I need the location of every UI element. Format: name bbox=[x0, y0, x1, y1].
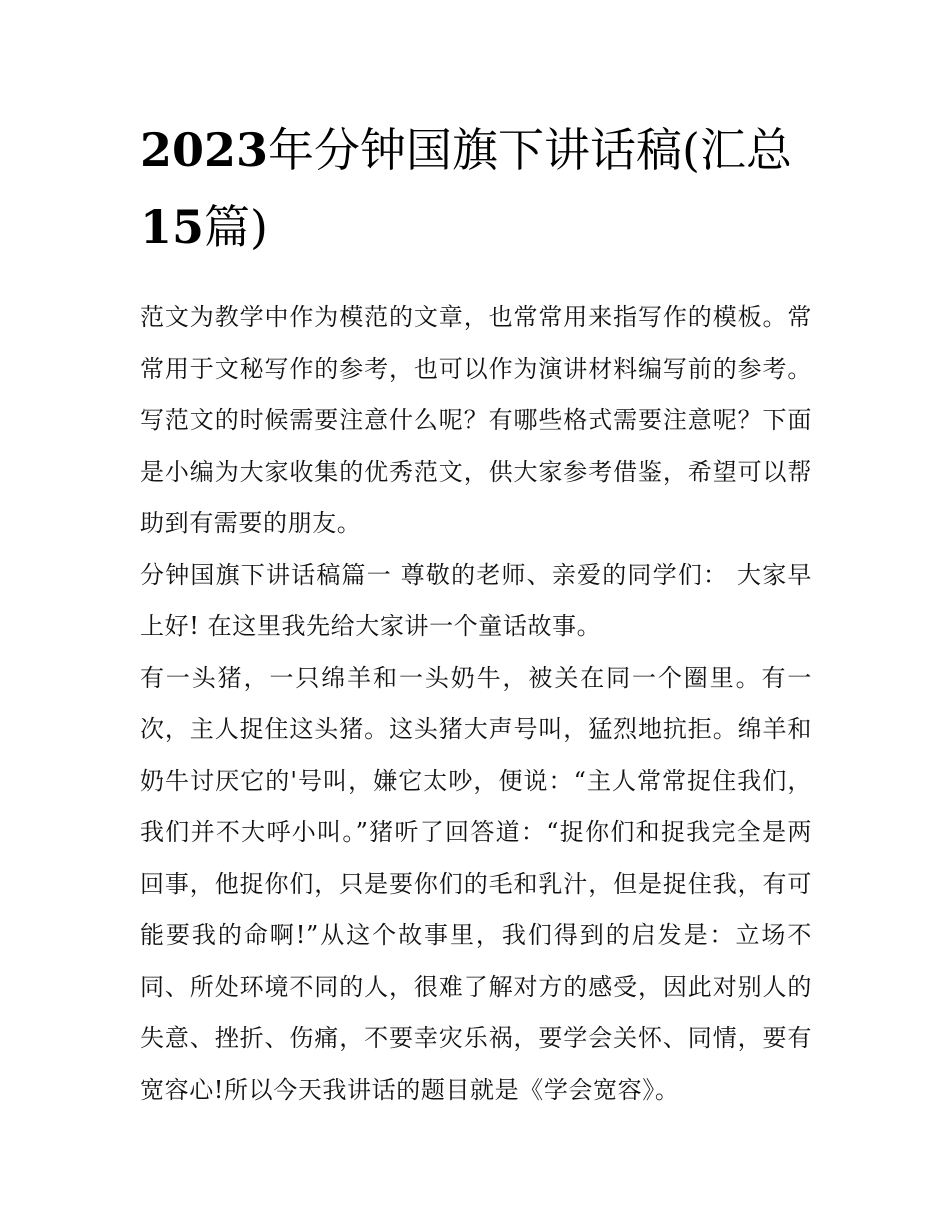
document-content bbox=[140, 112, 812, 1116]
title-year: 2023 bbox=[140, 123, 269, 177]
story-paragraph: 有一头猪，一只绵羊和一头奶牛，被关在同一个圈里。有一次，主人捉住这头猪。这头猪大声号叫，猛烈地抗拒。绵羊和奶牛讨厌它的'号叫，嫌它太吵，便说：“主人常常捉住我们，我们并不大呼小叫。”猪听了回答道：“捉你们和捉我完全是两回事，他捉你们，只是要你们的毛和乳汁，但是捉住我，有可能要我的命啊!”从这个故事里，我们得到的启发是：立场不同、所处环境不同的人，很难了解对方的感受，因此对别人的失意、挫折、伤痛，不要幸灾乐祸，要学会关怀、同情，要有宽容心!所以今天我讲话的题目就是《学会宽容》。 bbox=[140, 663, 812, 1104]
title-text-2: 篇) bbox=[204, 200, 268, 254]
document-body bbox=[140, 292, 812, 1116]
title-count: 15 bbox=[140, 200, 205, 254]
document-title bbox=[140, 112, 812, 266]
intro-paragraph: 范文为教学中作为模范的文章，也常常用来指写作的模板。常常用于文秘写作的参考，也可以作为演讲材料编写前的参考。写范文的时候需要注意什么呢？有哪些格式需要注意呢？下面是小编为大家收集的优秀范文，供大家参考借鉴，希望可以帮助到有需要的朋友。 bbox=[140, 303, 812, 537]
speech-opening-paragraph: 分钟国旗下讲话稿篇一 尊敬的老师、亲爱的同学们： 大家早上好! 在这里我先给大家讲一个童话故事。 bbox=[140, 560, 812, 640]
title-text-1: 年分钟国旗下讲话稿(汇总 bbox=[268, 123, 792, 177]
